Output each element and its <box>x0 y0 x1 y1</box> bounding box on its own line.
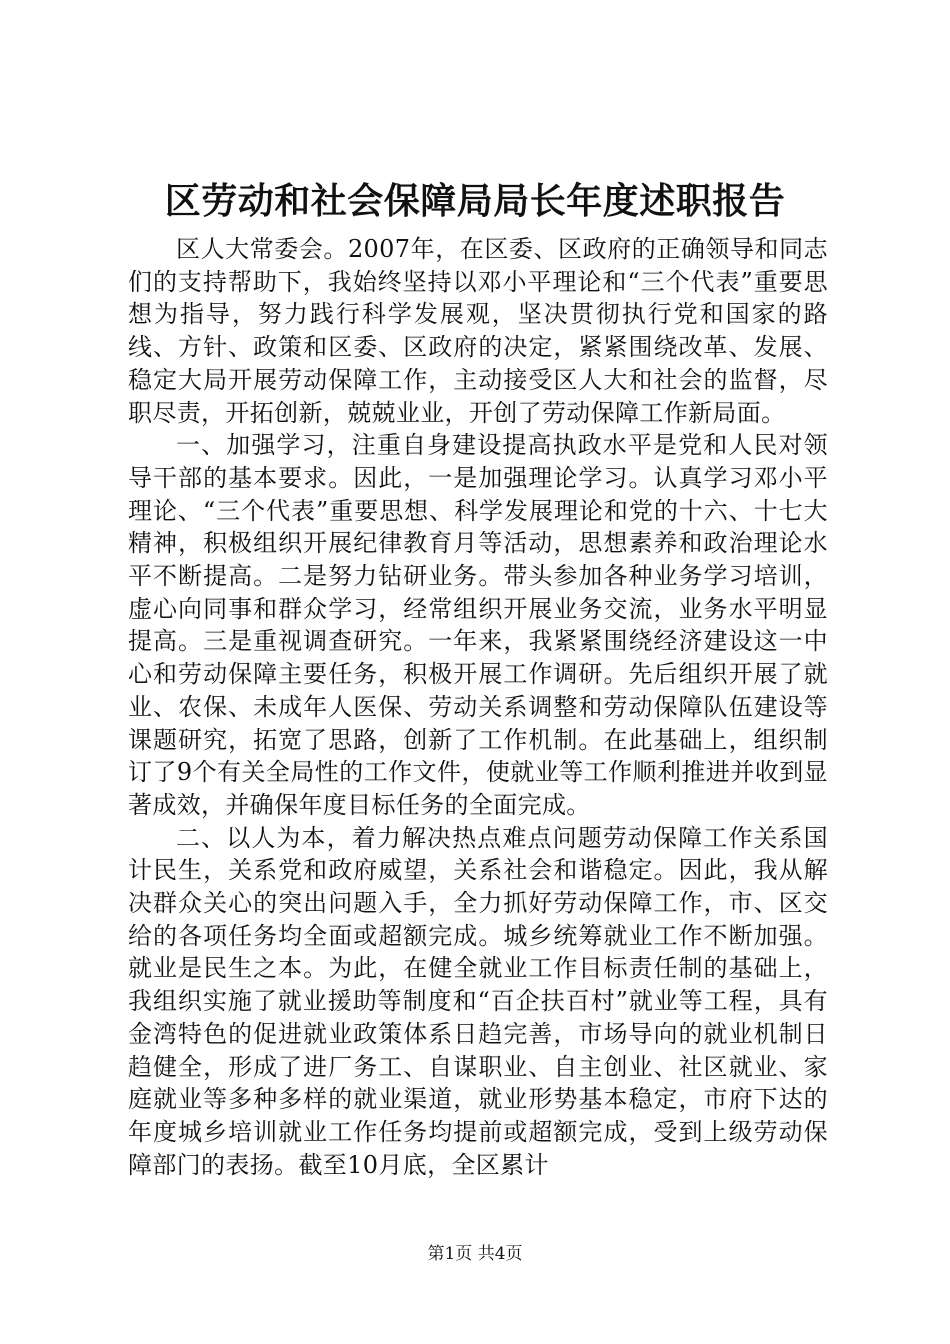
paragraph-section-one: 一、加强学习，注重自身建设提高执政水平是党和人民对领导干部的基本要求。因此，一是加强理论学习。认真学习邓小平理论、“三个代表”重要思想、科学发展理论和党的十六、十七大精神，积极组织开展纪律教育月等活动，思想素养和政治理论水平不断提高。二是努力钻研业务。带头参加各种业务学习培训，虚心向同事和群众学习，经常组织开展业务交流，业务水平明显提高。三是重视调查研究。一年来，我紧紧围绕经济建设这一中心和劳动保障主要任务，积极开展工作调研。先后组织开展了就业、农保、未成年人医保、劳动关系调整和劳动保障队伍建设等课题研究，拓宽了思路，创新了工作机制。在此基础上，组织制订了9个有关全局性的工作文件，使就业等工作顺利推进并收到显著成效，并确保年度目标任务的全面完成。 <box>128 431 828 819</box>
page-number-footer: 第1页 共4页 <box>427 1244 523 1264</box>
paragraph-intro: 区人大常委会。2007年，在区委、区政府的正确领导和同志们的支持帮助下，我始终坚持以邓小平理论和“三个代表”重要思想为指导，努力践行科学发展观，坚决贯彻执行党和国家的路线、方针、政策和区委、区政府的决定，紧紧围绕改革、发展、稳定大局开展劳动保障工作，主动接受区人大和社会的监督，尽职尽责，开拓创新，兢兢业业，开创了劳动保障工作新局面。 <box>128 235 828 427</box>
document-body <box>128 233 828 1181</box>
document-title: 区劳动和社会保障局局长年度述职报告 <box>164 180 786 222</box>
paragraph-section-two: 二、以人为本，着力解决热点难点问题劳动保障工作关系国计民生，关系党和政府威望，关系社会和谐稳定。因此，我从解决群众关心的突出问题入手，全力抓好劳动保障工作，市、区交给的各项任务均全面或超额完成。城乡统筹就业工作不断加强。就业是民生之本。为此，在健全就业工作目标责任制的基础上，我组织实施了就业援助等制度和“百企扶百村”就业等工程，具有金湾特色的促进就业政策体系日趋完善，市场导向的就业机制日趋健全，形成了进厂务工、自谋职业、自主创业、社区就业、家庭就业等多种多样的就业渠道，就业形势基本稳定，市府下达的年度城乡培训就业工作任务均提前或超额完成，受到上级劳动保障部门的表扬。截至10月底，全区累计 <box>128 823 828 1179</box>
